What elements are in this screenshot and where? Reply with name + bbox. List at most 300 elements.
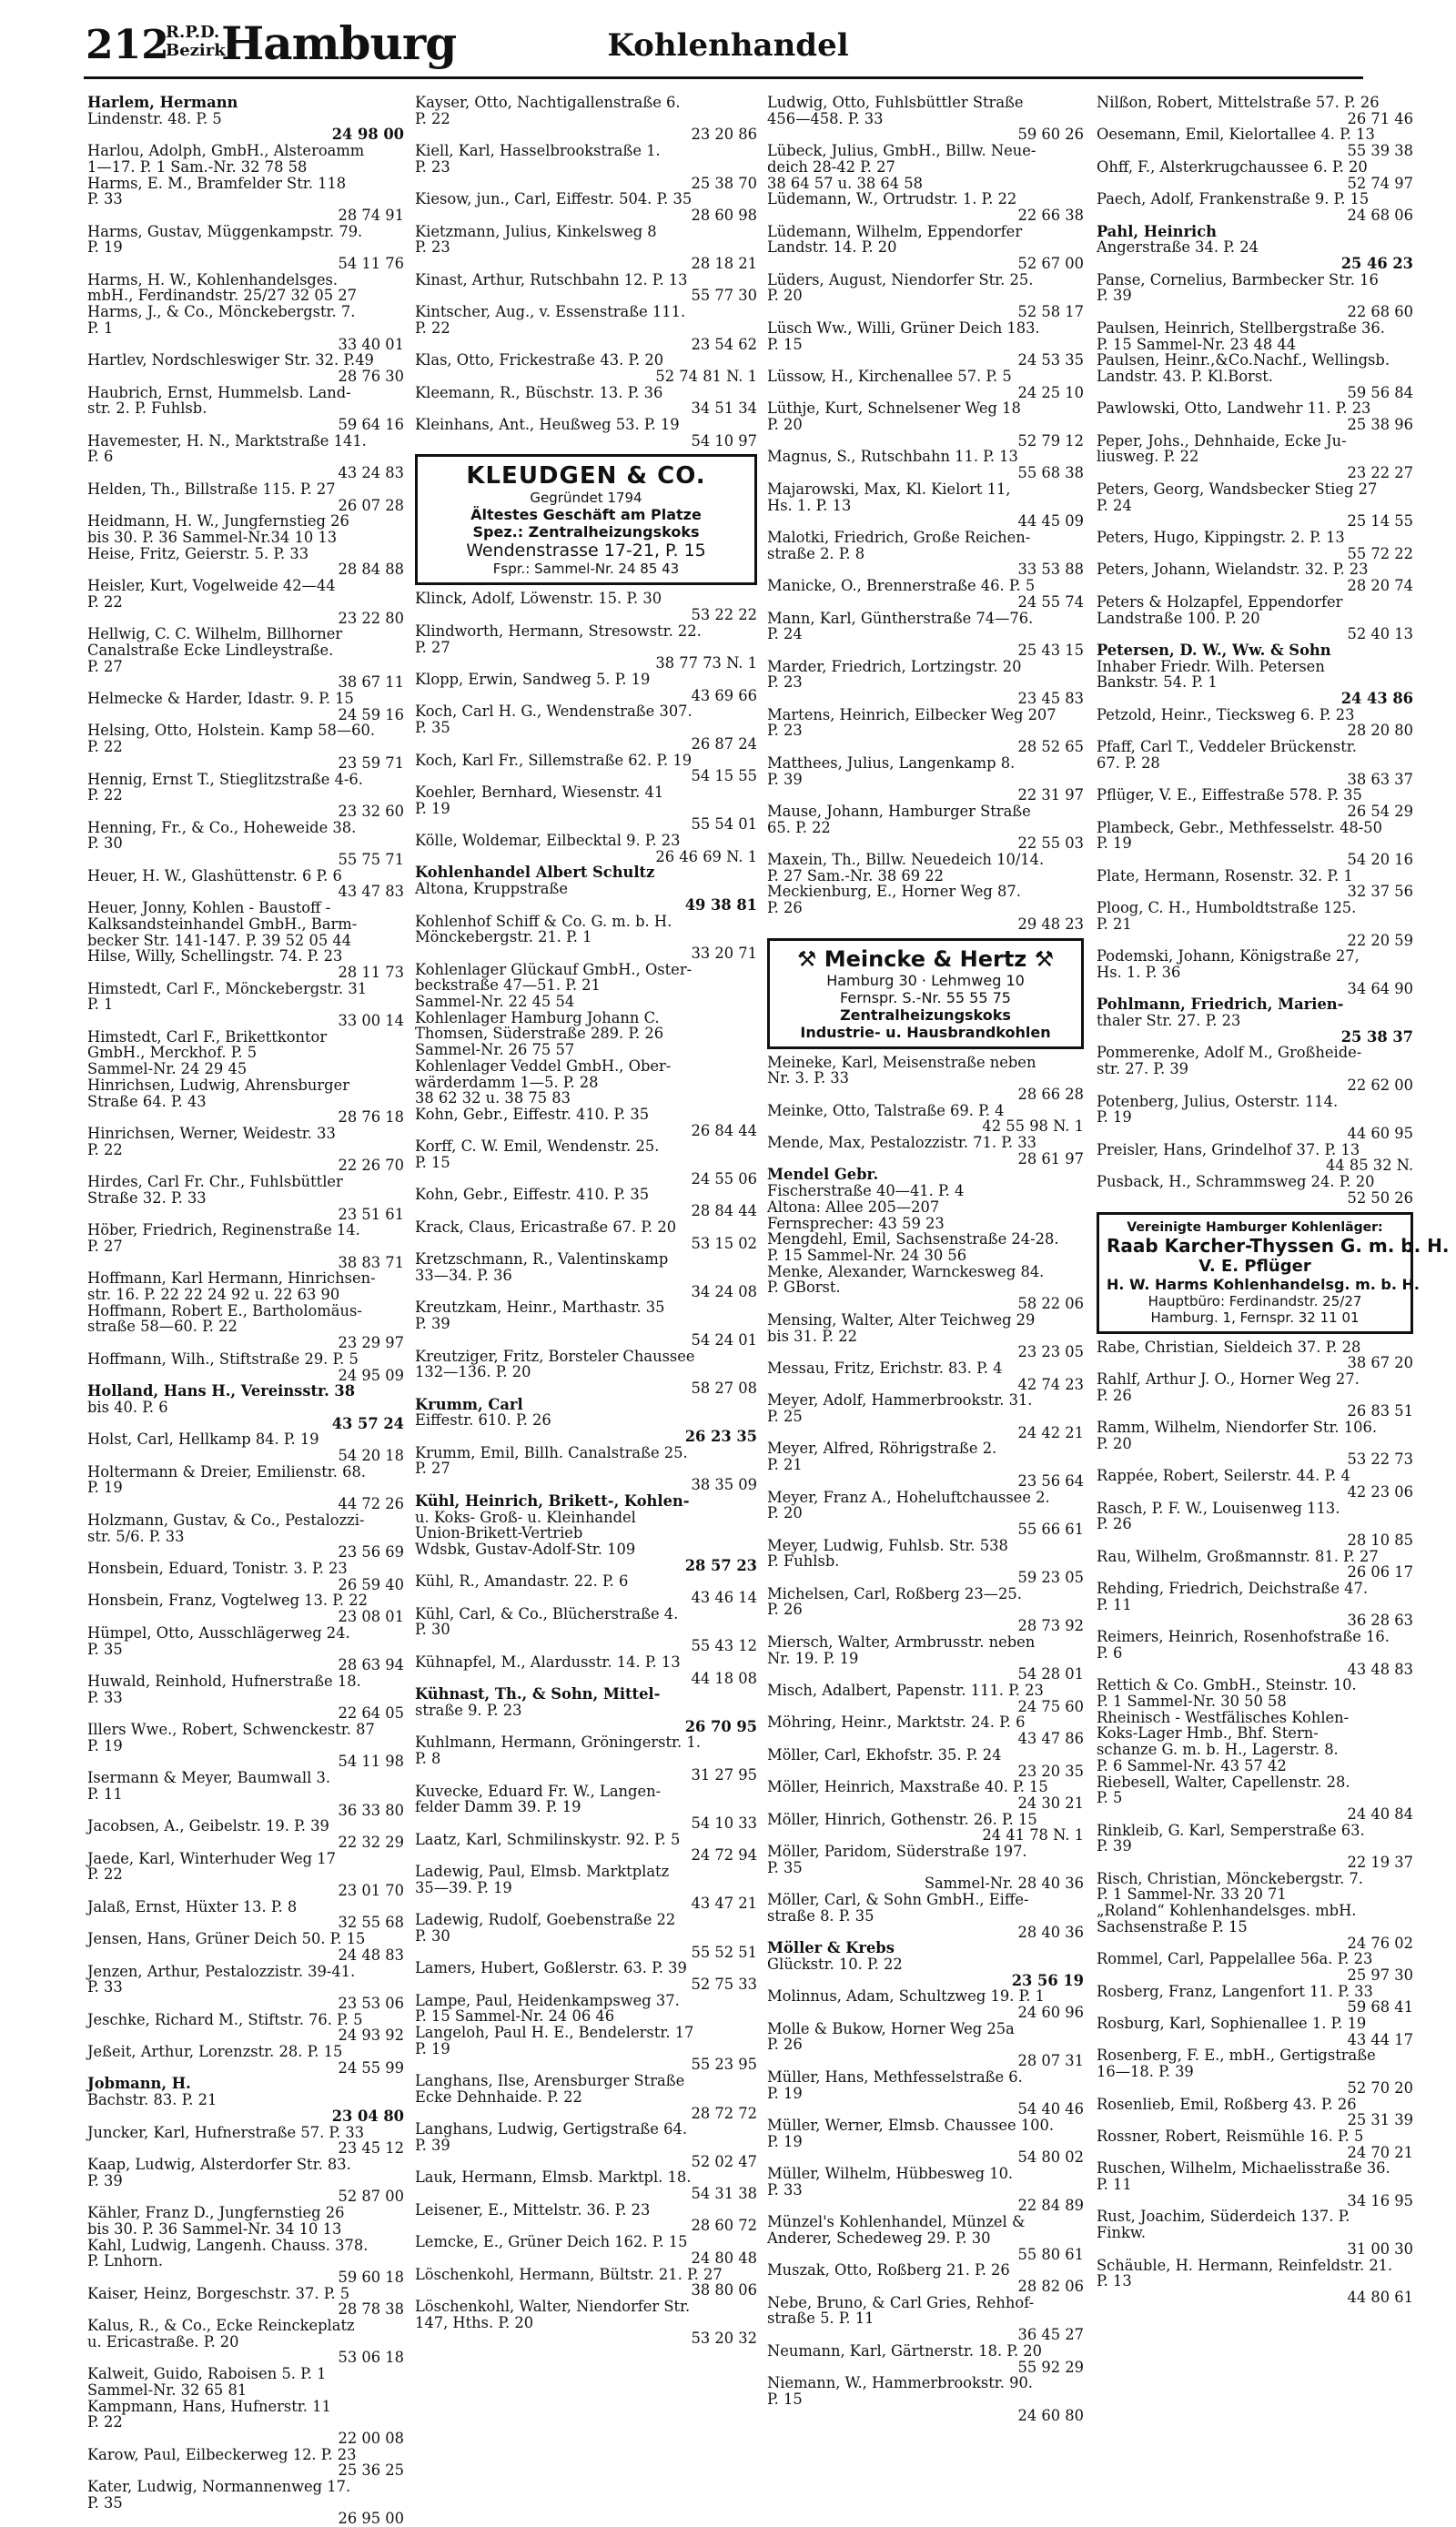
directory-entry	[1097, 224, 1413, 272]
entry-detail: P. 22	[87, 1140, 123, 1158]
entry-name: Meyer, Ludwig, Fuhlsb. Str. 538	[767, 1536, 1008, 1554]
phone-number: 52 74 97	[1347, 174, 1413, 192]
directory-entry	[1097, 126, 1413, 158]
entry-detail: straße 58—60. P. 22	[87, 1318, 238, 1336]
phone-number: 22 00 08	[338, 2429, 404, 2447]
entry-name: Kleinhans, Ant., Heußweg 53. P. 19	[415, 416, 680, 434]
entry-detail: Kalksandsteinhandel GmbH., Barm-	[87, 915, 358, 933]
phone-number: 34 24 08	[691, 1282, 757, 1300]
directory-entry	[1097, 1581, 1413, 1629]
entry-name: Lamers, Hubert, Goßlerstr. 63. P. 39	[415, 1959, 687, 1977]
directory-entry	[767, 272, 1084, 320]
entry-detail: Hs. 1. P. 13	[767, 496, 852, 514]
phone-number: 52 70 20	[1347, 2078, 1413, 2097]
directory-entry	[415, 1573, 757, 1605]
entry-name: Rosenlieb, Emil, Roßberg 43. P. 26	[1097, 2095, 1357, 2113]
phone-number: Sammel-Nr. 28 40 36	[924, 1875, 1084, 1893]
phone-number: 43 47 86	[1017, 1730, 1084, 1748]
phone-number: 24 60 80	[1017, 2406, 1084, 2424]
entry-detail: P. 23	[767, 722, 803, 740]
directory-entry	[1097, 1677, 1413, 1709]
phone-number: 28 82 06	[1017, 2278, 1084, 2295]
directory-entry	[415, 1606, 757, 1654]
entry-name: Heise, Fritz, Geierstr. 5. P. 33	[87, 544, 309, 562]
directory-entry	[1097, 1951, 1413, 1983]
phone-number: 28 20 80	[1347, 722, 1413, 740]
entry-detail: straße 8. P. 35	[767, 1906, 875, 1925]
entry-detail: P. 5	[1097, 1789, 1123, 1807]
directory-entry	[1097, 1420, 1413, 1468]
directory-column-4	[1097, 94, 1450, 2306]
entry-detail: straße 5. P. 11	[767, 2310, 875, 2328]
phone-number: 43 46 14	[691, 1589, 757, 1607]
page-number: 212	[86, 22, 169, 68]
entry-detail: P. 1	[87, 318, 114, 337]
directory-entry	[767, 191, 1084, 223]
entry-detail: Koks-Lager Hmb., Bhf. Stern-	[1097, 1724, 1319, 1743]
entry-name: Martens, Heinrich, Eilbecker Weg 207	[767, 705, 1057, 723]
directory-entry	[87, 2012, 404, 2044]
directory-entry	[767, 2214, 1084, 2262]
ad-line: KLEUDGEN & CO.	[466, 462, 706, 490]
entry-name: Hoffmann, Robert E., Bartholomäus-	[87, 1301, 362, 1319]
entry-detail: P. 23	[415, 157, 450, 176]
entry-name: Löschenkohl, Hermann, Bültstr. 21. P. 27	[415, 2265, 723, 2283]
entry-detail: Hs. 1. P. 36	[1097, 963, 1181, 981]
entry-detail: P. 22	[87, 738, 123, 756]
phone-number: 23 54 62	[691, 335, 757, 353]
entry-name: Müller, Werner, Elmsb. Chaussee 100.	[767, 2116, 1055, 2134]
entry-name: Peper, Johs., Dehnhaide, Ecke Ju-	[1097, 431, 1347, 450]
entry-name: Petersen, D. W., Ww. & Sohn	[1097, 641, 1331, 659]
phone-number: 28 10 85	[1347, 1531, 1413, 1549]
entry-name: Krumm, Emil, Billh. Canalstraße 25.	[415, 1443, 688, 1461]
phone-number: 24 40 84	[1347, 1804, 1413, 1823]
advertisement-box	[1097, 1212, 1450, 1334]
entry-name: Kietzmann, Julius, Kinkelsweg 8	[415, 222, 657, 240]
entry-name: Ladewig, Rudolf, Goebenstraße 22	[415, 1911, 676, 1929]
entry-name: Kalus, R., & Co., Ecke Reinckeplatz	[87, 2317, 355, 2335]
directory-entry	[87, 1222, 404, 1270]
phone-number: 52 75 33	[691, 1975, 757, 1993]
entry-name: Löschenkohl, Walter, Niendorfer Str.	[415, 2298, 691, 2315]
entry-name: Möller & Krebs	[767, 1939, 895, 1957]
entry-detail: P. 35	[87, 2493, 123, 2512]
phone-number: 22 55 03	[1017, 834, 1084, 853]
phone-number: 23 23 05	[1017, 1343, 1084, 1361]
entry-name: Helden, Th., Billstraße 115. P. 27	[87, 480, 336, 498]
phone-number: 22 20 59	[1347, 931, 1413, 949]
entry-detail: P. 11	[87, 1784, 123, 1803]
phone-number: 24 55 99	[338, 2058, 404, 2077]
entry-name: Meyer, Adolf, Hammerbrookstr. 31.	[767, 1391, 1033, 1410]
directory-entry	[87, 1770, 404, 1818]
phone-number: 54 20 16	[1347, 851, 1413, 869]
entry-name: Hilse, Willy, Schellingstr. 74. P. 23	[87, 947, 343, 965]
directory-entry	[415, 1397, 757, 1445]
phone-number: 23 53 06	[338, 1994, 404, 2012]
directory-entry	[87, 95, 404, 143]
directory-entry	[87, 626, 404, 691]
directory-entry	[415, 1864, 757, 1912]
entry-name: Plate, Hermann, Rosenstr. 32. P. 1	[1097, 866, 1353, 884]
directory-entry	[767, 1392, 1084, 1440]
directory-entry	[1097, 1549, 1413, 1581]
entry-name: Ruschen, Wilhelm, Michaelisstraße 36.	[1097, 2159, 1390, 2178]
entry-name: „Roland“ Kohlenhandelsges. mbH.	[1097, 1902, 1357, 1920]
phone-number: 32 37 56	[1347, 883, 1413, 901]
directory-entry	[87, 481, 404, 513]
phone-number: 49 38 81	[684, 895, 757, 914]
phone-number: 22 68 60	[1347, 303, 1413, 321]
directory-entry	[1097, 594, 1413, 642]
directory-entry	[87, 1964, 404, 2012]
directory-entry	[1097, 868, 1413, 900]
entry-detail: Landstr. 14. P. 20	[767, 238, 897, 257]
directory-entry	[1097, 2047, 1413, 2096]
entry-detail: P. 26	[767, 2036, 803, 2054]
phone-number: 23 20 86	[691, 126, 757, 144]
phone-number: 58 27 08	[691, 1379, 757, 1397]
entry-detail: schanze G. m. b. H., Lagerstr. 8.	[1097, 1741, 1339, 1759]
directory-entry	[415, 352, 757, 384]
directory-entry	[415, 1734, 757, 1783]
directory-entry	[87, 948, 404, 980]
entry-name: Pohlmann, Friedrich, Marien-	[1097, 996, 1344, 1014]
directory-entry	[87, 224, 404, 272]
directory-entry	[87, 691, 404, 723]
phone-number: 28 61 97	[1017, 1149, 1084, 1167]
entry-name: Niemann, W., Hammerbrookstr. 90.	[767, 2374, 1033, 2392]
entry-name: Heisler, Kurt, Vogelweide 42—44	[87, 577, 336, 595]
phone-number: 33 00 14	[338, 1012, 404, 1030]
entry-name: Harlou, Adolph, GmbH., Alsteroamm	[87, 142, 365, 160]
directory-entry	[1097, 948, 1413, 996]
entry-detail: P. 26	[1097, 1386, 1132, 1404]
entry-name: Rinkleib, G. Karl, Semperstraße 63.	[1097, 1821, 1365, 1839]
entry-detail: P. 8	[415, 1750, 441, 1768]
ad-line: Gegründet 1794	[530, 490, 642, 507]
directory-entry	[87, 1625, 404, 1673]
entry-name: Schäuble, H. Hermann, Reinfeldstr. 21.	[1097, 2256, 1393, 2274]
entry-name: Molle & Bukow, Horner Weg 25a	[767, 2019, 1015, 2037]
entry-detail: P. 30	[87, 834, 123, 853]
entry-name: Meyer, Alfred, Röhrigstraße 2.	[767, 1440, 997, 1458]
directory-entry	[1097, 95, 1413, 126]
entry-name: Mengdehl, Emil, Sachsenstraße 24-28.	[767, 1230, 1059, 1248]
directory-entry	[767, 1747, 1084, 1779]
directory-entry	[767, 1714, 1084, 1746]
entry-detail: 35—39. P. 19	[415, 1878, 512, 1896]
entry-detail: Lindenstr. 48. P. 5	[87, 109, 222, 127]
entry-name: Miersch, Walter, Armbrusstr. neben	[767, 1632, 1036, 1651]
phone-number: 22 19 37	[1347, 1854, 1413, 1872]
directory-entry	[415, 1912, 757, 1960]
entry-name: Jobmann, H.	[87, 2075, 191, 2093]
phone-number: 54 11 76	[338, 255, 404, 273]
entry-detail: P. 39	[1097, 287, 1132, 305]
entry-detail: P. 23	[415, 238, 450, 257]
entry-detail: P. 20	[767, 287, 803, 305]
entry-name: Langhans, Ilse, Arensburger Straße	[415, 2072, 685, 2090]
entry-name: Klopp, Erwin, Sandweg 5. P. 19	[415, 670, 651, 688]
directory-entry	[415, 1686, 757, 1734]
entry-name: Rabe, Christian, Sieldeich 37. P. 28	[1097, 1338, 1361, 1356]
entry-name: Neumann, Karl, Gärtnerstr. 18. P. 20	[767, 2341, 1043, 2360]
entry-detail: P. 1	[87, 996, 114, 1014]
entry-detail: 132—136. P. 20	[415, 1363, 531, 1381]
entry-detail: Inhaber Friedr. Wilh. Petersen	[1097, 657, 1325, 675]
phone-number: 55 39 38	[1347, 142, 1413, 160]
entry-name: Kühnapfel, M., Alardusstr. 14. P. 13	[415, 1653, 681, 1671]
entry-detail: 38 62 32 u. 38 75 83	[415, 1089, 571, 1107]
entry-name: Petzold, Heinr., Tiecksweg 6. P. 23	[1097, 705, 1355, 723]
entry-name: Jeßeit, Arthur, Lorenzstr. 28. P. 15	[87, 2043, 343, 2061]
directory-entry	[1097, 1871, 1413, 1903]
entry-name: Potenberg, Julius, Osterstr. 114.	[1097, 1092, 1339, 1110]
phone-number: 23 45 12	[338, 2139, 404, 2158]
directory-entry	[1097, 320, 1413, 352]
entry-name: Ludwig, Otto, Fuhlsbüttler Straße	[767, 94, 1024, 111]
directory-entry	[767, 1779, 1084, 1811]
directory-entry	[87, 2479, 404, 2527]
directory-entry	[87, 176, 404, 224]
directory-entry	[87, 1851, 404, 1899]
entry-detail: P. 35	[767, 1858, 803, 1876]
entry-name: Jalaß, Ernst, Hüxter 13. P. 8	[87, 1897, 298, 1915]
entry-detail: deich 28-42 P. 27	[767, 157, 895, 176]
entry-detail: P. 39	[415, 2136, 450, 2154]
directory-entry	[1097, 642, 1413, 707]
entry-name: Matthees, Julius, Langenkamp 8.	[767, 753, 1016, 772]
directory-entry	[415, 2073, 757, 2121]
entry-name: Henning, Fr., & Co., Hoheweide 38.	[87, 818, 357, 836]
entry-detail: Canalstraße Ecke Lindleystraße.	[87, 641, 334, 659]
entry-detail: wärderdamm 1—5. P. 28	[415, 1073, 599, 1091]
entry-name: Rosenberg, F. E., mbH., Gertigstraße	[1097, 2047, 1376, 2065]
phone-number: 24 75 60	[1017, 1697, 1084, 1715]
directory-entry	[767, 2069, 1084, 2118]
entry-detail: Sammel-Nr. 22 45 54	[415, 993, 575, 1011]
section-title: Kohlenhandel	[607, 27, 849, 64]
entry-name: Meineke, Karl, Meisenstraße neben	[767, 1053, 1036, 1071]
phone-number: 24 41 78 N. 1	[982, 1826, 1084, 1845]
phone-number: 44 45 09	[1017, 512, 1084, 531]
entry-detail: P. 30	[415, 1621, 450, 1639]
entry-name: Michelsen, Carl, Roßberg 23—25.	[767, 1584, 1022, 1602]
entry-detail: Landstr. 43. P. Kl.Borst.	[1097, 367, 1273, 385]
directory-entry	[415, 1445, 757, 1493]
phone-number: 25 31 39	[1347, 2111, 1413, 2129]
directory-entry	[1097, 159, 1413, 191]
phone-number: 28 74 91	[338, 206, 404, 224]
ad-line: Wendenstrasse 17-21, P. 15	[466, 541, 706, 561]
directory-entry	[767, 1586, 1084, 1634]
directory-entry	[87, 2125, 404, 2157]
directory-entry	[415, 2025, 757, 2073]
directory-entry	[415, 833, 757, 864]
phone-number: 55 75 71	[338, 851, 404, 869]
advertisement-box	[415, 454, 757, 585]
phone-number: 54 20 18	[338, 1447, 404, 1465]
entry-name: Peters, Hugo, Kippingstr. 2. P. 13	[1097, 528, 1345, 546]
phone-number: 31 00 30	[1347, 2239, 1413, 2258]
entry-name: Möller, Paridom, Süderstraße 197.	[767, 1843, 1027, 1861]
directory-entry	[1097, 1142, 1413, 1174]
phone-number: 54 15 55	[691, 767, 757, 785]
entry-detail: Angerstraße 34. P. 24	[1097, 238, 1259, 257]
directory-entry	[87, 820, 404, 868]
entry-name: Messau, Fritz, Erichstr. 83. P. 4	[767, 1359, 1003, 1377]
ad-line: Hamburg. 1, Fernspr. 32 11 01	[1150, 1309, 1360, 1326]
phone-number: 28 76 18	[338, 1108, 404, 1127]
entry-name: Kahl, Ludwig, Langenh. Chauss. 378.	[87, 2236, 369, 2254]
entry-name: Meckienburg, E., Horner Weg 87.	[767, 883, 1021, 901]
entry-detail: Eiffestr. 610. P. 26	[415, 1411, 551, 1430]
phone-number: 32 55 68	[338, 1914, 404, 1932]
directory-entry	[87, 1512, 404, 1561]
phone-number: 25 14 55	[1347, 512, 1413, 531]
directory-entry	[767, 1940, 1084, 1988]
phone-number: 28 07 31	[1017, 2052, 1084, 2070]
phone-number: 55 52 51	[691, 1943, 757, 1961]
ad-line: Zentralheizungskoks	[840, 1006, 1011, 1024]
entry-detail: P. 27	[87, 657, 123, 675]
entry-name: Lüders, August, Niendorfer Str. 25.	[767, 270, 1034, 288]
phone-number: 44 72 26	[338, 1495, 404, 1513]
directory-entry	[87, 1174, 404, 1222]
entry-name: Hinrichsen, Werner, Weidestr. 33	[87, 1125, 336, 1142]
entry-name: Kayser, Otto, Nachtigallenstraße 6.	[415, 94, 681, 111]
entry-detail: Nr. 3. P. 33	[767, 1069, 850, 1087]
directory-entry	[767, 1231, 1084, 1263]
entry-detail: liusweg. P. 22	[1097, 448, 1199, 466]
directory-entry	[415, 1349, 757, 1397]
entry-name: Klinck, Adolf, Löwenstr. 15. P. 30	[415, 590, 662, 608]
directory-entry	[87, 2286, 404, 2318]
directory-entry	[87, 1270, 404, 1302]
phone-number: 55 72 22	[1347, 544, 1413, 562]
directory-entry	[767, 1538, 1084, 1586]
entry-name: Hoffmann, Karl Hermann, Hinrichsen-	[87, 1269, 376, 1288]
entry-name: Rheinisch - Westfälisches Kohlen-	[1097, 1708, 1350, 1726]
entry-name: Kaap, Ludwig, Alsterdorfer Str. 83.	[87, 2156, 351, 2173]
phone-number: 28 57 23	[684, 1556, 757, 1574]
header-rule	[84, 76, 1363, 79]
entry-detail: straße 9. P. 23	[415, 1701, 522, 1719]
entry-name: Müller, Wilhelm, Hübbesweg 10.	[767, 2165, 1014, 2183]
directory-entry	[767, 2262, 1084, 2294]
phone-number: 23 08 01	[338, 1608, 404, 1626]
phone-number: 44 60 95	[1347, 1125, 1413, 1142]
entry-detail: P. 11	[1097, 1595, 1132, 1613]
directory-entry	[1097, 1774, 1413, 1823]
entry-detail: P. 22	[87, 786, 123, 804]
entry-name: Leisener, E., Mittelstr. 36. P. 23	[415, 2200, 651, 2219]
entry-detail: P. 6	[1097, 1643, 1123, 1662]
phone-number: 26 83 51	[1347, 1402, 1413, 1420]
phone-number: 34 51 34	[691, 399, 757, 418]
phone-number: 38 63 37	[1347, 770, 1413, 788]
entry-name: Panse, Cornelius, Barmbecker Str. 16	[1097, 270, 1379, 288]
directory-entry	[415, 1832, 757, 1864]
entry-name: Risch, Christian, Mönckebergstr. 7.	[1097, 1869, 1363, 1887]
directory-entry	[415, 672, 757, 703]
directory-entry	[415, 753, 757, 784]
directory-entry	[415, 1138, 757, 1187]
phone-number: 43 69 66	[691, 686, 757, 704]
directory-entry	[415, 385, 757, 417]
entry-name: Laatz, Karl, Schmilinskystr. 92. P. 5	[415, 1830, 681, 1848]
entry-detail: Thomsen, Süderstraße 289. P. 26	[415, 1025, 664, 1043]
entry-detail: P. 39	[87, 2171, 123, 2189]
entry-detail: 65. P. 22	[767, 818, 831, 836]
directory-entry	[87, 1818, 404, 1850]
entry-name: Meinke, Otto, Talstraße 69. P. 4	[767, 1101, 1005, 1119]
phone-number: 24 68 06	[1347, 206, 1413, 224]
phone-number: 23 01 70	[338, 1882, 404, 1900]
entry-name: Pusback, H., Schrammsweg 24. P. 20	[1097, 1173, 1375, 1191]
entry-name: Reimers, Heinrich, Rosenhofstraße 16.	[1097, 1628, 1390, 1646]
entry-detail: P. 33	[87, 1978, 123, 1996]
directory-entry	[415, 191, 757, 223]
entry-name: Meyer, Franz A., Hoheluftchaussee 2.	[767, 1488, 1050, 1506]
phone-number: 25 46 23	[1340, 255, 1413, 273]
directory-entry	[415, 1654, 757, 1686]
entry-name: Kretzschmann, R., Valentinskamp	[415, 1250, 669, 1269]
directory-entry	[87, 304, 404, 352]
entry-detail: Nr. 19. P. 19	[767, 1649, 859, 1667]
directory-entry	[1097, 352, 1413, 400]
entry-name: Kreutziger, Fritz, Borsteler Chaussee	[415, 1347, 695, 1365]
directory-entry	[767, 1988, 1084, 2020]
entry-name: Nilßon, Robert, Mittelstraße 57. P. 26	[1097, 94, 1380, 111]
entry-name: Oesemann, Emil, Kielortallee 4. P. 13	[1097, 126, 1375, 144]
directory-entry	[87, 1464, 404, 1512]
phone-number: 25 36 25	[338, 2461, 404, 2480]
directory-entry	[767, 659, 1084, 707]
entry-name: Haubrich, Ernst, Hummelsb. Land-	[87, 383, 351, 401]
entry-detail: P. 26	[1097, 1515, 1132, 1533]
phone-number: 42 23 06	[1347, 1482, 1413, 1501]
phone-number: 26 70 95	[684, 1717, 757, 1735]
entry-detail: Altona, Kruppstraße	[415, 880, 569, 898]
directory-entry	[87, 1931, 404, 1963]
entry-name: Lüdemann, Wilhelm, Eppendorfer	[767, 222, 1023, 240]
phone-number: 28 84 88	[338, 561, 404, 579]
directory-entry	[767, 611, 1084, 659]
entry-name: Hennig, Ernst T., Stieglitzstraße 4-6.	[87, 770, 363, 788]
entry-name: Möller, Carl, & Sohn GmbH., Eiffe-	[767, 1891, 1029, 1909]
phone-number: 52 02 47	[691, 2152, 757, 2170]
imprint-line-2: Bezirk	[166, 41, 226, 60]
directory-entry	[767, 2295, 1084, 2343]
phone-number: 28 40 36	[1017, 1923, 1084, 1941]
directory-entry	[767, 755, 1084, 804]
directory-entry	[1097, 2258, 1413, 2306]
entry-name: Mendel Gebr.	[767, 1166, 879, 1184]
entry-name: Holzmann, Gustav, & Co., Pestalozzi-	[87, 1511, 365, 1529]
entry-detail: P. 39	[1097, 1837, 1132, 1855]
phone-number: 24 98 00	[331, 126, 404, 144]
phone-number: 23 04 80	[331, 2107, 404, 2125]
phone-number: 25 43 15	[1017, 641, 1084, 659]
directory-entry	[87, 1722, 404, 1770]
directory-entry	[415, 95, 757, 143]
entry-detail: 1—17. P. 1 Sam.-Nr. 32 78 58	[87, 157, 308, 176]
phone-number: 55 23 95	[691, 2056, 757, 2074]
directory-entry	[1097, 2097, 1413, 2128]
